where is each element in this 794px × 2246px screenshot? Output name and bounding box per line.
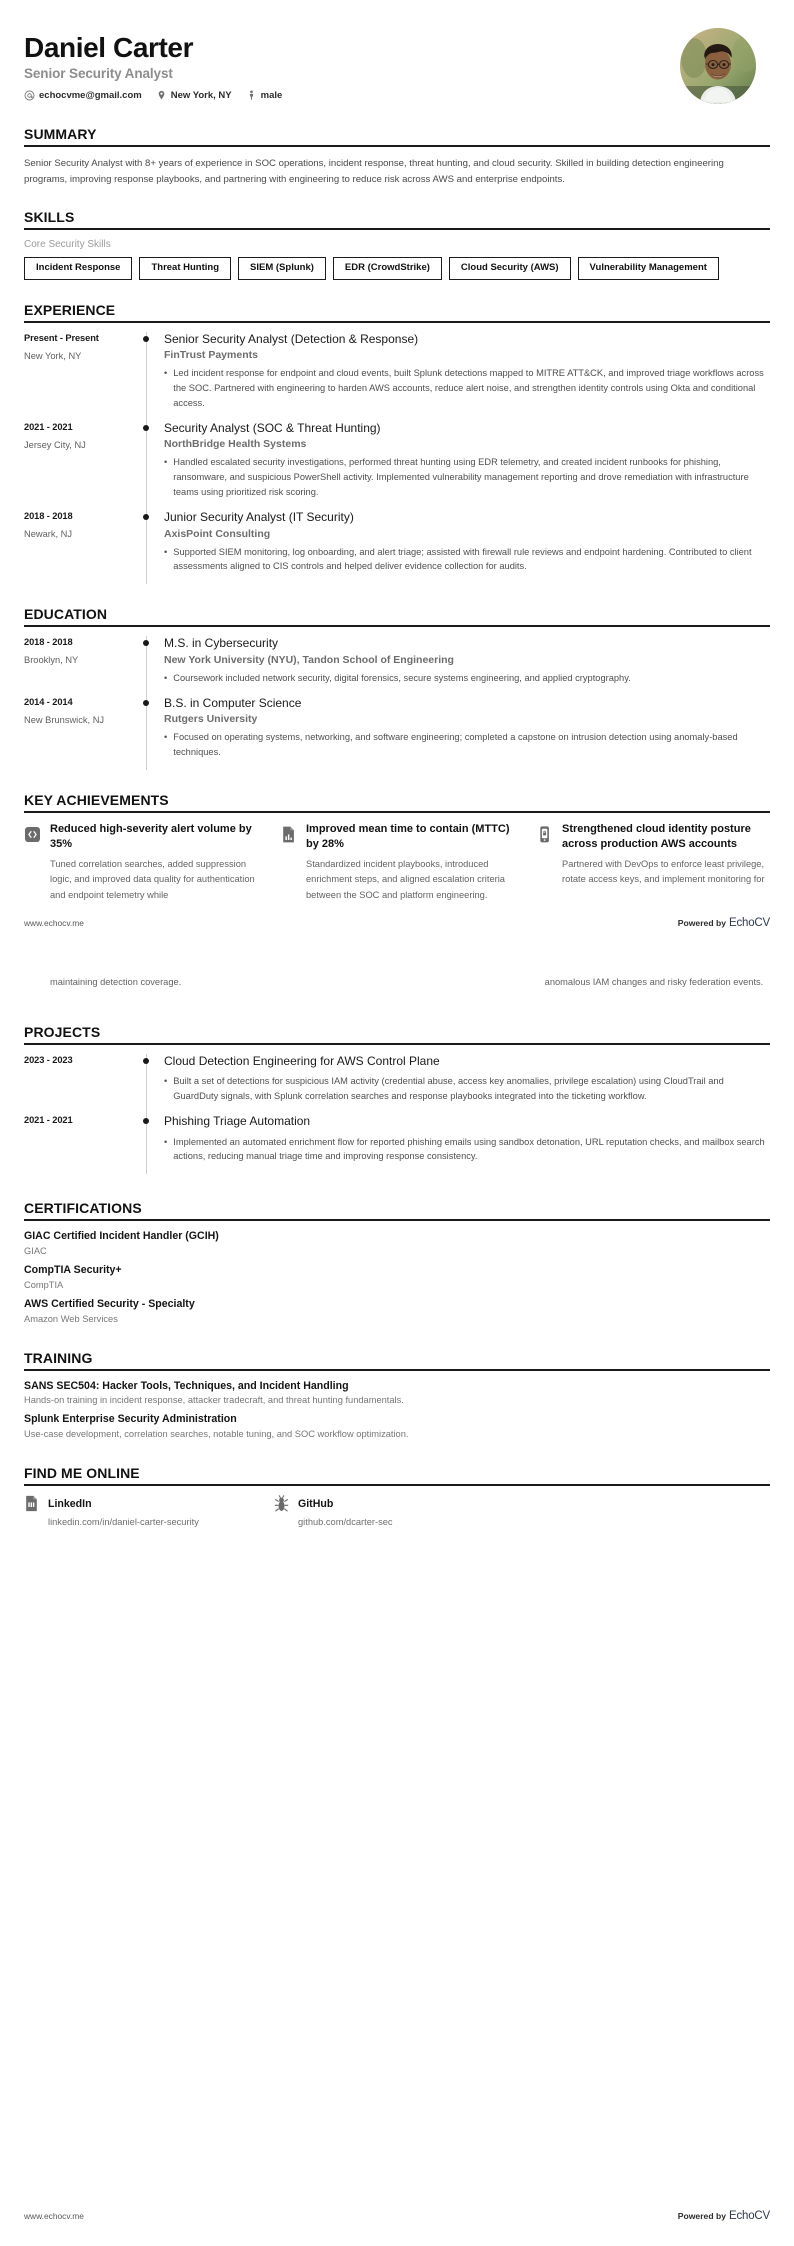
experience-heading: EXPERIENCE (24, 301, 116, 318)
bullet-item (164, 455, 770, 500)
entry-date: 2018 - 2018 (24, 637, 73, 648)
entry-school: New York University (NYU), Tandon School of Engineering (164, 653, 454, 666)
entry-content (162, 1114, 770, 1174)
timeline-rail (132, 636, 162, 695)
section-education (24, 606, 770, 770)
footer-powered-by-label: Powered by (677, 917, 726, 928)
entry-meta (24, 332, 132, 421)
bullet-dot: • (164, 1136, 168, 1147)
entry-meta (24, 421, 132, 510)
timeline-line (146, 696, 147, 770)
training-item (24, 1380, 770, 1406)
entry-date: Present - Present (24, 332, 99, 343)
certification-title: CompTIA Security+ (24, 1264, 122, 1277)
page-footer (0, 917, 794, 929)
bullet-text: Coursework included network security, digital forensics, secure systems engineering, and applied cryptography. (173, 672, 631, 683)
section-divider (24, 145, 770, 147)
bullet-dot: • (164, 1076, 168, 1087)
footer-url[interactable]: www.echocv.me (24, 2211, 84, 2221)
timeline-dot (143, 1058, 149, 1064)
footer-powered-by-label: Powered by (677, 2211, 726, 2221)
entry-meta (24, 636, 132, 695)
contact-gender (246, 90, 283, 101)
entry-date: 2014 - 2014 (24, 696, 73, 707)
entry-bullets (164, 1135, 770, 1165)
link-url[interactable]: github.com/dcarter-sec (298, 1517, 393, 1528)
entry-bullets (164, 730, 770, 760)
skill-chip: Cloud Security (AWS) (449, 257, 571, 279)
education-entry (24, 696, 770, 770)
certification-issuer: Amazon Web Services (24, 1313, 118, 1324)
achievement-title: Strengthened cloud identity posture across production AWS accounts (562, 823, 751, 851)
section-divider (24, 1043, 770, 1045)
online-link-linkedin[interactable] (24, 1495, 274, 1527)
skills-heading: SKILLS (24, 209, 75, 226)
achievement-continuation-3 (545, 975, 770, 990)
certifications-heading: CERTIFICATIONS (24, 1200, 142, 1217)
timeline-line (146, 510, 147, 584)
github-icon (274, 1495, 289, 1512)
entry-meta (24, 696, 132, 770)
bullet-text: Supported SIEM monitoring, log onboarding, and alert triage; assisted with firewall rule reviews and endpoint hardening. Contributed to client assessments aligned to CIS controls and helped deliver evidence collection for audits. (173, 546, 752, 572)
timeline-rail (132, 421, 162, 510)
avatar (680, 28, 756, 104)
achievement-card-text (306, 822, 514, 902)
bullet-text: Built a set of detections for suspicious IAM activity (credential abuse, access key anomalies, privilege escalation) using CloudTrail and GuardDuty signals, with Splunk correlation searches and response playbooks integrated into the ticketing workflow. (173, 1076, 724, 1102)
contact-email-value: echocvme@gmail.com (39, 90, 142, 102)
achievement-continuation-1 (50, 975, 275, 990)
footer-brand-name: EchoCV (729, 916, 770, 929)
entry-role: Senior Security Analyst (Detection & Response) (164, 331, 419, 346)
footer-brand (678, 2210, 770, 2222)
bullet-item (164, 1074, 770, 1104)
entry-content (162, 332, 770, 421)
achievement-card (536, 822, 770, 887)
entry-date: 2021 - 2021 (24, 1114, 73, 1125)
entry-meta (24, 1054, 132, 1114)
bullet-item (164, 1135, 770, 1165)
achievement-card-list (24, 822, 770, 902)
entry-content (162, 1054, 770, 1114)
training-title: Splunk Enterprise Security Administration (24, 1413, 237, 1426)
skill-chip: Incident Response (24, 257, 132, 279)
section-key-achievements (24, 792, 770, 902)
timeline-dot (143, 425, 149, 431)
section-divider (24, 625, 770, 627)
contact-location (156, 90, 232, 101)
mobile-lock-icon (536, 825, 553, 844)
skill-chip: Vulnerability Management (578, 257, 719, 279)
timeline-rail (132, 1114, 162, 1174)
entry-content (162, 510, 770, 584)
achievement-description-continued: maintaining detection coverage. (50, 976, 182, 987)
achievement-title: Improved mean time to contain (MTTC) by 28% (306, 823, 510, 851)
entry-bullets (164, 671, 770, 686)
bullet-item (164, 671, 770, 686)
education-entry (24, 636, 770, 695)
achievement-continuation-row (24, 975, 770, 990)
certification-title: AWS Certified Security - Specialty (24, 1297, 195, 1310)
linkedin-icon (24, 1495, 39, 1512)
experience-entry (24, 332, 770, 421)
full-name: Daniel Carter (24, 32, 194, 63)
bullet-text: Handled escalated security investigations, performed threat hunting using EDR telemetry, and created incident runbooks for phishing, ransomware, and suspicious PowerShell activity. Implemented vulnerability management reporting and drove remediation with infrastructure teams using prioritized risk scoring. (173, 457, 749, 498)
training-description: Hands-on training in incident response, attacker tradecraft, and threat hunting fundamentals. (24, 1395, 404, 1406)
entry-content (162, 696, 770, 770)
entry-bullets (164, 1074, 770, 1104)
timeline-dot (143, 1118, 149, 1124)
skills-group-label: Core Security Skills (24, 239, 111, 251)
bullet-dot: • (164, 732, 168, 743)
entry-degree: B.S. in Computer Science (164, 695, 302, 710)
certification-issuer: GIAC (24, 1246, 47, 1257)
entry-meta (24, 1114, 132, 1174)
timeline-line (146, 332, 147, 421)
bullet-dot: • (164, 368, 168, 379)
section-divider (24, 321, 770, 323)
document-chart-icon (280, 825, 297, 844)
bullet-dot: • (164, 672, 168, 683)
entry-date: 2018 - 2018 (24, 510, 73, 521)
entry-location: New Brunswick, NJ (24, 714, 105, 725)
timeline-dot (143, 514, 149, 520)
section-certifications (24, 1200, 770, 1323)
achievement-title: Reduced high-severity alert volume by 35% (50, 823, 252, 851)
header-identity-block (24, 28, 282, 101)
training-heading: TRAINING (24, 1349, 93, 1366)
entry-organization: FinTrust Payments (164, 349, 258, 362)
entry-content (162, 636, 770, 695)
bullet-item (164, 545, 770, 575)
entry-school: Rutgers University (164, 713, 258, 726)
code-brackets-icon (24, 825, 41, 844)
link-url[interactable]: linkedin.com/in/daniel-carter-security (48, 1517, 199, 1528)
entry-location: Brooklyn, NY (24, 655, 79, 666)
training-description: Use-case development, correlation searches, notable tuning, and SOC workflow optimization. (24, 1429, 409, 1440)
link-header (274, 1495, 524, 1512)
skill-chip: Threat Hunting (139, 257, 231, 279)
section-projects (24, 1024, 770, 1175)
certification-item (24, 1298, 770, 1324)
entry-role: Security Analyst (SOC & Threat Hunting) (164, 420, 381, 435)
achievement-card (24, 822, 258, 902)
section-divider (24, 1484, 770, 1486)
resume-body-continued (0, 975, 794, 1528)
entry-location: New York, NY (24, 350, 82, 361)
certification-item (24, 1264, 770, 1290)
entry-content (162, 421, 770, 510)
page-footer (0, 2210, 794, 2222)
section-find-me-online (24, 1465, 770, 1527)
entry-date: 2021 - 2021 (24, 421, 73, 432)
section-divider (24, 811, 770, 813)
skill-chip-list (24, 257, 770, 279)
bullet-text: Led incident response for endpoint and cloud events, built Splunk detections mapped to MITRE ATT&CK, and improved triage workflows across the SOC. Partnered with engineering to harden AWS accounts, reduce alert noise, and strengthen identity controls using Okta and conditional access. (173, 368, 764, 408)
entry-bullets (164, 366, 770, 411)
section-divider (24, 1219, 770, 1221)
entry-meta (24, 510, 132, 584)
section-training (24, 1350, 770, 1440)
person-icon (246, 90, 257, 101)
section-skills (24, 209, 770, 279)
certification-title: GIAC Certified Incident Handler (GCIH) (24, 1230, 219, 1243)
bullet-text: Focused on operating systems, networking, and software engineering; completed a capstone on intrusion detection using anomaly-based techniques. (173, 732, 738, 758)
experience-entry (24, 510, 770, 584)
entry-location: Newark, NJ (24, 528, 73, 539)
entry-degree: M.S. in Cybersecurity (164, 636, 279, 651)
footer-url[interactable]: www.echocv.me (24, 917, 84, 928)
achievement-description: Standardized incident playbooks, introduced enrichment steps, and aligned escalation criteria between the SOC and platform engineering. (306, 859, 505, 900)
certification-item (24, 1230, 770, 1256)
timeline-rail (132, 1054, 162, 1114)
location-pin-icon (156, 90, 167, 101)
timeline-dot (143, 640, 149, 646)
skill-chip: SIEM (Splunk) (238, 257, 326, 279)
timeline-rail (132, 332, 162, 421)
link-label: LinkedIn (48, 1497, 92, 1510)
bullet-item (164, 730, 770, 760)
achievement-description: Tuned correlation searches, added suppression logic, and improved data quality for authentication and endpoint telemetry while (50, 859, 255, 900)
experience-entry (24, 421, 770, 510)
project-entry (24, 1054, 770, 1114)
bullet-text: Implemented an automated enrichment flow for reported phishing emails using sandbox detonation, URL reputation checks, and mailbox search actions, reducing manual triage time and improving response consistency. (173, 1136, 765, 1162)
contact-row (24, 90, 282, 101)
contact-email[interactable] (24, 90, 142, 101)
resume-header (0, 0, 794, 104)
contact-gender-value: male (260, 90, 283, 102)
summary-heading: SUMMARY (24, 126, 97, 142)
project-title: Cloud Detection Engineering for AWS Control Plane (164, 1053, 440, 1068)
achievements-heading: KEY ACHIEVEMENTS (24, 792, 169, 809)
project-title: Phishing Triage Automation (164, 1113, 311, 1128)
training-title: SANS SEC504: Hacker Tools, Techniques, and Incident Handling (24, 1379, 349, 1392)
footer-brand (678, 917, 770, 929)
entry-organization: AxisPoint Consulting (164, 527, 271, 540)
entry-role: Junior Security Analyst (IT Security) (164, 509, 354, 524)
bullet-dot: • (164, 457, 168, 468)
find-me-online-heading: FIND ME ONLINE (24, 1465, 140, 1482)
section-summary (24, 126, 770, 187)
achievement-card-text (50, 822, 258, 902)
timeline-line (146, 421, 147, 510)
timeline-dot (143, 700, 149, 706)
achievement-card-text (562, 822, 770, 887)
entry-location: Jersey City, NJ (24, 439, 86, 450)
achievement-description-continued: anomalous IAM changes and risky federation events. (544, 976, 764, 987)
section-divider (24, 1369, 770, 1371)
achievement-card (280, 822, 514, 902)
summary-text: Senior Security Analyst with 8+ years of experience in SOC operations, incident response, threat hunting, and cloud security. Skilled in building detection engineering programs, improving response playbooks, and partnering with engineering to reduce risk across AWS and enterprise endpoints. (24, 158, 724, 185)
projects-heading: PROJECTS (24, 1023, 101, 1040)
timeline-rail (132, 696, 162, 770)
timeline-dot (143, 336, 149, 342)
entry-bullets (164, 455, 770, 500)
job-title: Senior Security Analyst (24, 66, 173, 82)
education-heading: EDUCATION (24, 606, 108, 623)
resume-body (0, 126, 794, 903)
achievement-description: Partnered with DevOps to enforce least privilege, rotate access keys, and implement monitoring for (562, 859, 765, 885)
contact-location-value: New York, NY (170, 90, 232, 102)
skill-chip: EDR (CrowdStrike) (333, 257, 442, 279)
online-link-github[interactable] (274, 1495, 524, 1527)
entry-date: 2023 - 2023 (24, 1054, 73, 1065)
training-item (24, 1413, 770, 1439)
timeline-rail (132, 510, 162, 584)
link-header (24, 1495, 274, 1512)
online-links-row (24, 1495, 770, 1527)
certification-issuer: CompTIA (24, 1279, 64, 1290)
entry-organization: NorthBridge Health Systems (164, 438, 307, 451)
link-label: GitHub (298, 1497, 334, 1510)
section-divider (24, 228, 770, 230)
entry-bullets (164, 545, 770, 575)
bullet-item (164, 366, 770, 411)
section-experience (24, 302, 770, 585)
bullet-dot: • (164, 546, 168, 557)
email-icon (24, 90, 35, 101)
project-entry (24, 1114, 770, 1174)
footer-brand-name: EchoCV (729, 2210, 770, 2222)
